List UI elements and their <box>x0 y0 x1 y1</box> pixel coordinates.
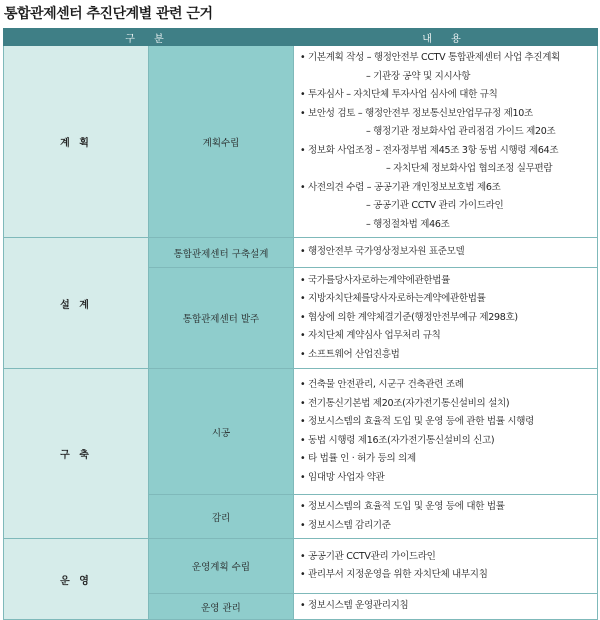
content-line: • 동법 시행령 제16조(자가전기통신설비의 신고) <box>300 434 495 446</box>
table-row <box>4 369 598 495</box>
basis-table <box>3 28 598 620</box>
substage-label: 운영계획 수립 <box>149 539 294 594</box>
content-cell <box>294 268 598 369</box>
substage-label: 감리 <box>149 495 294 539</box>
content-line: • 소프트웨어 산업진흥법 <box>300 348 400 360</box>
content-line: • 관리부서 지정운영을 위한 자치단체 내부지침 <box>300 569 488 580</box>
content-line: • 정보화 사업조정 – 전자정부법 제45조 3항 동법 시행령 제64조 <box>300 144 559 156</box>
content-line: • 전기통신기본법 제20조(자가전기통신설비의 설치) <box>300 397 510 409</box>
substage-label: 시공 <box>149 369 294 495</box>
content-line: • 임대망 사업자 약관 <box>300 471 385 483</box>
substage-label: 통합관제센터 구축설계 <box>149 238 294 268</box>
header-category: 구 분 <box>4 29 294 46</box>
content-line: • 정보시스템 운영관리지침 <box>300 600 409 612</box>
content-cell <box>294 495 598 539</box>
table-row <box>4 238 598 268</box>
content-line: • 공공기관 CCTV관리 가이드라인 <box>300 550 436 562</box>
content-cell <box>294 46 598 238</box>
content-line: – 기관장 공약 및 지시사항 <box>366 70 471 82</box>
content-line: – 자치단체 정보화사업 협의조정 실무편람 <box>386 163 553 174</box>
stage-label: 구 축 <box>4 369 149 539</box>
content-line: • 타 법률 인 · 허가 등의 의제 <box>300 453 416 464</box>
table-row <box>4 46 598 238</box>
substage-label: 계획수립 <box>149 46 294 238</box>
stage-label: 운 영 <box>4 539 149 620</box>
content-line: • 보안성 검토 – 행정안전부 정보통신보안업무규정 제10조 <box>300 107 533 119</box>
table-row <box>4 539 598 594</box>
page-title: 통합관제센터 추진단계별 관련 근거 <box>4 6 213 22</box>
content-line: • 투자심사 – 자치단체 투자사업 심사에 대한 규칙 <box>300 89 498 100</box>
content-line: • 사전의견 수렴 – 공공기관 개인정보보호법 제6조 <box>300 181 501 193</box>
content-cell <box>294 369 598 495</box>
content-line: – 공공기관 CCTV 관리 가이드라인 <box>366 200 504 211</box>
content-line: • 정보시스템의 효율적 도입 및 운영 등에 관한 법률 시행령 <box>300 416 534 427</box>
content-line: • 행정안전부 국가영상정보자원 표준모델 <box>300 246 465 258</box>
substage-label: 운영 관리 <box>149 594 294 620</box>
content-line: • 지방자치단체를당사자로하는계약에관한법률 <box>300 293 486 305</box>
content-cell <box>294 594 598 620</box>
content-line: • 기본계획 작성 – 행정안전부 CCTV 통합관제센터 사업 추진계획 <box>300 52 561 63</box>
content-line: • 정보시스템 감리기준 <box>300 519 391 531</box>
substage-label: 통합관제센터 발주 <box>149 268 294 369</box>
content-line: • 국가를당사자로하는계약에관한법률 <box>300 274 451 286</box>
content-cell <box>294 238 598 268</box>
content-line: – 행정기관 정보화사업 관리점검 가이드 제20조 <box>366 126 556 137</box>
content-line: • 건축물 안전관리, 시군구 건축관련 조례 <box>300 379 464 390</box>
content-cell <box>294 539 598 594</box>
content-line: – 행정절차법 제46조 <box>366 218 450 230</box>
content-line: • 정보시스템의 효율적 도입 및 운영 등에 대한 법률 <box>300 501 505 512</box>
stage-label: 설 계 <box>4 238 149 369</box>
header-content: 내 용 <box>294 29 598 46</box>
content-line: • 자치단체 계약심사 업무처리 규칙 <box>300 330 441 342</box>
content-line: • 협상에 의한 계약체결기준(행정안전부예규 제298호) <box>300 311 518 323</box>
stage-label: 계 획 <box>4 46 149 238</box>
